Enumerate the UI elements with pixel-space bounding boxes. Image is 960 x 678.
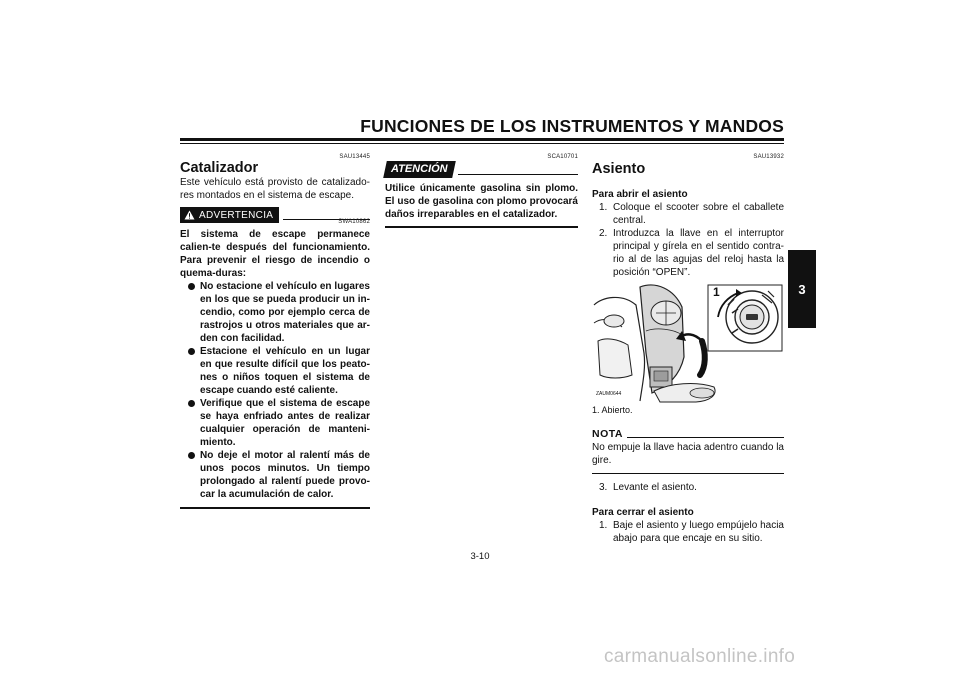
list-item: No deje el motor al ralentí más de unos pocos minutos. Un tiempo prolongado al ralentí puede provo-car la acumulación de calor.: [180, 449, 370, 501]
section-intro: Este vehículo está provisto de catalizado-res montados en el sistema de escape.: [180, 177, 370, 201]
warning-intro: El sistema de escape permanece calien-te después del funcionamiento. Para prevenir el riesgo de incendio o quema-duras:: [180, 229, 370, 279]
step-three: [592, 481, 784, 494]
caution-code: SCA10701: [547, 154, 578, 160]
nota-header: [592, 428, 784, 440]
list-item: Verifique que el sistema de escape se haya enfriado antes de realizar cualquier operación de manteni-miento.: [180, 397, 370, 449]
chapter-tab[interactable]: 3: [788, 250, 816, 328]
section-title: Asiento: [592, 161, 646, 177]
caution-header: [385, 161, 578, 178]
page-number: 3-10: [470, 551, 490, 562]
step-text: Coloque el scooter sobre el caballete central.: [613, 202, 784, 226]
step-text: Levante el asiento.: [613, 482, 697, 493]
nota-text: No empuje la llave hacia adentro cuando la gire.: [592, 442, 784, 466]
caution-label: ATENCIÓN: [391, 163, 448, 175]
figure-callout: 1: [713, 285, 720, 299]
section-code: SAU13445: [339, 154, 370, 160]
seat-figure: [592, 283, 784, 403]
list-item: [592, 481, 784, 494]
step-number: 3.: [599, 482, 608, 493]
open-steps: [592, 201, 784, 279]
caution-badge: [383, 161, 455, 178]
step-text: Introduzca la llave en el interruptor principal y gírela en el sentido contra-rio al de las agujas del reloj hasta la posición “OPEN”.: [613, 228, 784, 278]
header-rule-thin: [180, 143, 784, 144]
seat-illustration: [592, 283, 784, 403]
close-steps: [592, 519, 784, 545]
warning-code: SWA10862: [338, 219, 370, 225]
warning-badge: [180, 207, 279, 223]
step-number: 1.: [599, 202, 608, 213]
figure-code: ZAUM0644: [596, 391, 622, 397]
list-item: [592, 227, 784, 279]
atencion-section: [385, 154, 578, 228]
step-number: 2.: [599, 228, 608, 239]
step-text: Baje el asiento y luego empújelo hacia abajo para que encaje en su sitio.: [613, 520, 784, 544]
caution-end-rule: [385, 226, 578, 228]
list-item: [592, 201, 784, 227]
nota-label: NOTA: [592, 428, 623, 440]
warning-end-rule: [180, 507, 370, 509]
header-rule: [180, 138, 784, 141]
watermark: carmanualsonline.info: [604, 646, 796, 667]
close-heading: Para cerrar el asiento: [592, 507, 694, 518]
asiento-section: [592, 154, 784, 545]
nota-end-rule: [592, 473, 784, 474]
warning-list: [180, 280, 370, 501]
list-item: [592, 519, 784, 545]
warning-triangle-icon: [184, 210, 195, 220]
warning-label: ADVERTENCIA: [199, 209, 274, 221]
section-code: SAU13932: [753, 154, 784, 160]
figure-caption: 1. Abierto.: [592, 405, 633, 415]
page-header: FUNCIONES DE LOS INSTRUMENTOS Y MANDOS: [360, 116, 784, 136]
section-title: Catalizador: [180, 160, 259, 176]
list-item: Estacione el vehículo en un lugar en que resulte difícil que los peato-nes o niños toquen el sistema de escape cuando esté caliente.: [180, 345, 370, 397]
open-heading: Para abrir el asiento: [592, 189, 688, 200]
catalizador-section: [180, 154, 370, 509]
list-item: No estacione el vehículo en lugares en los que se pueda producir un in-cendio, como por ejemplo cerca de rastrojos u otros materiales que ar-den con facilidad.: [180, 280, 370, 345]
step-number: 1.: [599, 520, 608, 531]
caution-text: Utilice únicamente gasolina sin plomo. El uso de gasolina con plomo provocará daños irreparables en el catalizador.: [385, 183, 578, 220]
nota-rule: [627, 437, 784, 438]
caution-rule: [458, 174, 578, 175]
